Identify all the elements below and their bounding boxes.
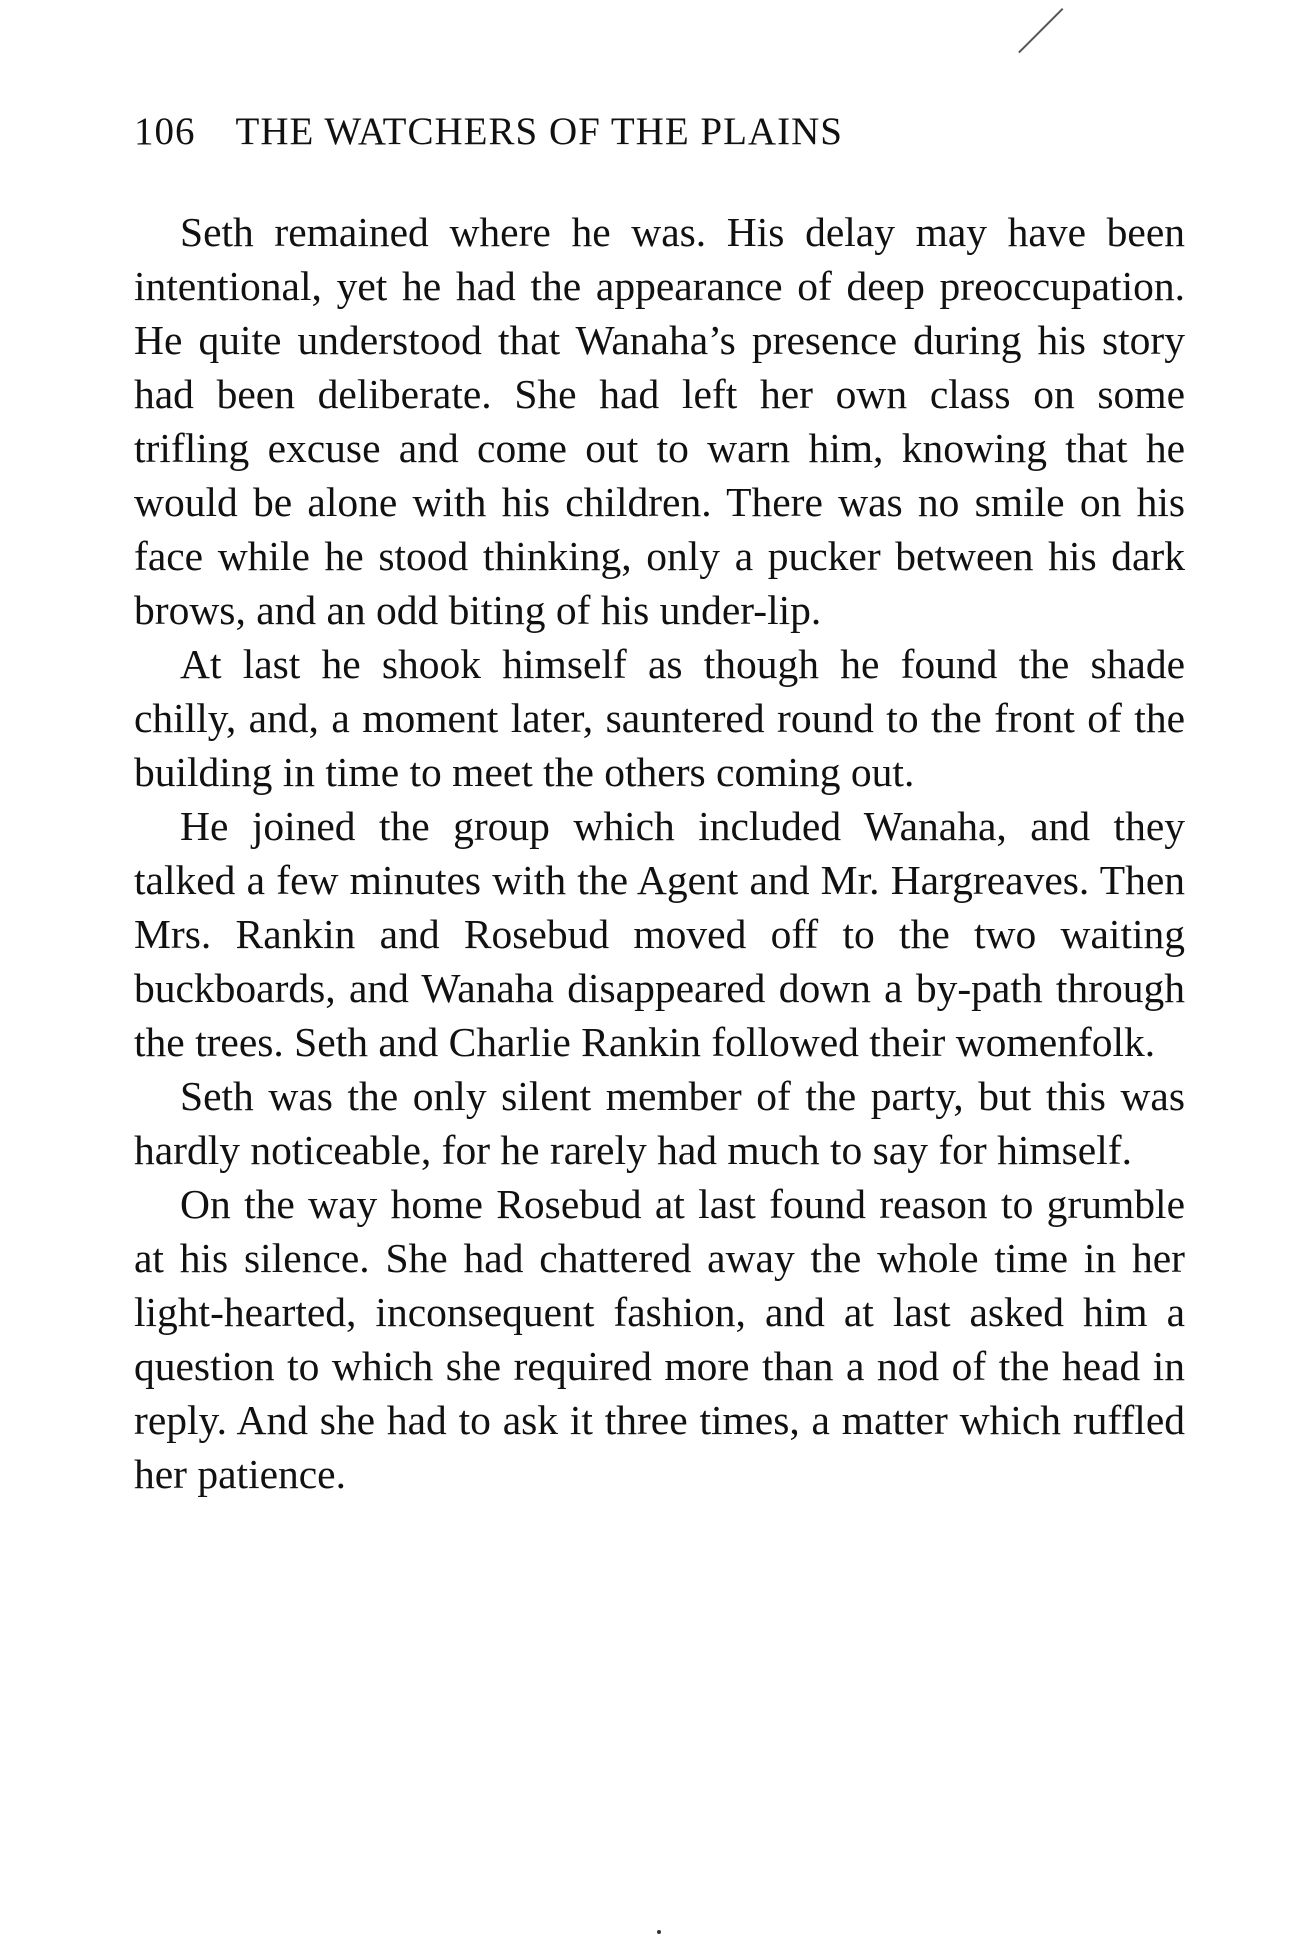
body-text [134,205,1185,1501]
stray-pen-mark [1018,8,1063,53]
paragraph: He joined the group which included Wanaha, and they talked a few minutes with the Agent and Mr. Hargreaves. Then Mrs. Rankin and Rosebud moved off to the two waiting buckboards, and Wanaha disappeared down a by-path through the trees. Seth and Charlie Rankin followed their womenfolk. [134,803,1185,1065]
page-number: 106 [134,110,196,153]
page-header [134,112,1054,151]
paragraph: On the way home Rosebud at last found reason to grumble at his silence. She had chattered away the whole time in her light-hearted, inconsequent fashion, and at last asked him a question to which she required more than a nod of the head in reply. And she had to ask it three times, a matter which ruffled her patience. [134,1181,1185,1497]
paragraph: Seth remained where he was. His delay may have been intentional, yet he had the appearance of deep preoccupation. He quite understood that Wanaha’s presence during his story had been deliberate. She had left her own class on some trifling excuse and come out to warn him, knowing that he would be alone with his children. There was no smile on his face while he stood thinking, only a pucker between his dark brows, and an odd biting of his under-lip. [134,209,1185,633]
paragraph: Seth was the only silent member of the party, but this was hardly noticeable, for he rarely had much to say for himself. [134,1073,1185,1173]
paragraph: At last he shook himself as though he found the shade chilly, and, a moment later, sauntered round to the front of the building in time to meet the others coming out. [134,641,1185,795]
stray-dot-mark [657,1930,661,1934]
running-title: THE WATCHERS OF THE PLAINS [235,110,843,153]
